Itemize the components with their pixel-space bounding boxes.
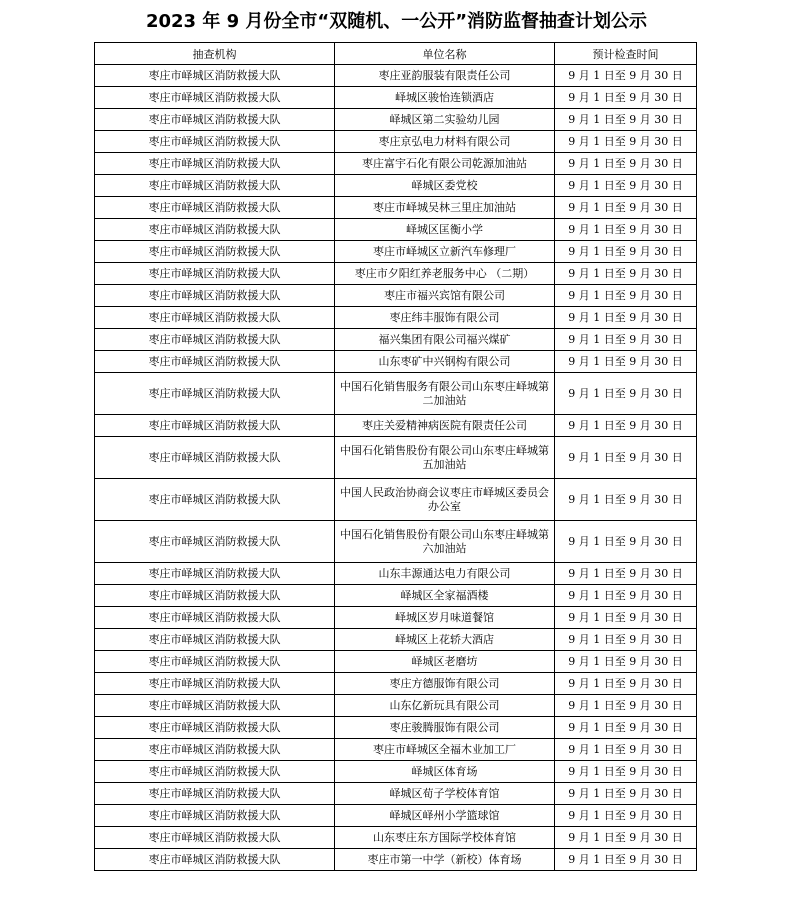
inspecting-agency-cell: 枣庄市峄城区消防救援大队 — [95, 109, 335, 131]
inspection-time-cell: 9 月 1 日至 9 月 30 日 — [555, 307, 697, 329]
inspecting-agency-cell: 枣庄市峄城区消防救援大队 — [95, 717, 335, 739]
inspection-time-cell: 9 月 1 日至 9 月 30 日 — [555, 585, 697, 607]
table-row — [95, 65, 697, 87]
table-row — [95, 307, 697, 329]
inspection-time-cell: 9 月 1 日至 9 月 30 日 — [555, 437, 697, 479]
table-row — [95, 783, 697, 805]
table-row — [95, 805, 697, 827]
inspection-time-cell: 9 月 1 日至 9 月 30 日 — [555, 65, 697, 87]
table-row — [95, 219, 697, 241]
table-row — [95, 695, 697, 717]
unit-name-cell: 峄城区第二实验幼儿园 — [335, 109, 555, 131]
inspecting-agency-cell: 枣庄市峄城区消防救援大队 — [95, 329, 335, 351]
inspecting-agency-cell: 枣庄市峄城区消防救援大队 — [95, 629, 335, 651]
inspecting-agency-cell: 枣庄市峄城区消防救援大队 — [95, 175, 335, 197]
table-row — [95, 351, 697, 373]
table-row — [95, 521, 697, 563]
inspection-time-cell: 9 月 1 日至 9 月 30 日 — [555, 241, 697, 263]
inspection-time-cell: 9 月 1 日至 9 月 30 日 — [555, 131, 697, 153]
table-row — [95, 629, 697, 651]
unit-name-cell: 枣庄市峄城吴林三里庄加油站 — [335, 197, 555, 219]
inspection-time-cell: 9 月 1 日至 9 月 30 日 — [555, 563, 697, 585]
inspecting-agency-cell: 枣庄市峄城区消防救援大队 — [95, 263, 335, 285]
header-inspecting-agency: 抽查机构 — [95, 43, 335, 65]
unit-name-cell: 枣庄京弘电力材料有限公司 — [335, 131, 555, 153]
inspection-time-cell: 9 月 1 日至 9 月 30 日 — [555, 415, 697, 437]
unit-name-cell: 福兴集团有限公司福兴煤矿 — [335, 329, 555, 351]
inspection-time-cell: 9 月 1 日至 9 月 30 日 — [555, 219, 697, 241]
inspecting-agency-cell: 枣庄市峄城区消防救援大队 — [95, 695, 335, 717]
unit-name-cell: 中国石化销售股份有限公司山东枣庄峄城第六加油站 — [335, 521, 555, 563]
table-row — [95, 197, 697, 219]
table-row — [95, 827, 697, 849]
inspecting-agency-cell: 枣庄市峄城区消防救援大队 — [95, 651, 335, 673]
table-body — [95, 65, 697, 871]
table-row — [95, 761, 697, 783]
unit-name-cell: 中国人民政治协商会议枣庄市峄城区委员会办公室 — [335, 479, 555, 521]
inspection-time-cell: 9 月 1 日至 9 月 30 日 — [555, 109, 697, 131]
inspecting-agency-cell: 枣庄市峄城区消防救援大队 — [95, 607, 335, 629]
inspecting-agency-cell: 枣庄市峄城区消防救援大队 — [95, 739, 335, 761]
inspecting-agency-cell: 枣庄市峄城区消防救援大队 — [95, 437, 335, 479]
inspection-time-cell: 9 月 1 日至 9 月 30 日 — [555, 607, 697, 629]
inspecting-agency-cell: 枣庄市峄城区消防救援大队 — [95, 761, 335, 783]
table-row — [95, 717, 697, 739]
inspecting-agency-cell: 枣庄市峄城区消防救援大队 — [95, 131, 335, 153]
table-row — [95, 437, 697, 479]
table-row — [95, 373, 697, 415]
header-unit-name: 单位名称 — [335, 43, 555, 65]
unit-name-cell: 枣庄市夕阳红养老服务中心 （二期） — [335, 263, 555, 285]
inspection-time-cell: 9 月 1 日至 9 月 30 日 — [555, 761, 697, 783]
unit-name-cell: 峄城区全家福酒楼 — [335, 585, 555, 607]
inspecting-agency-cell: 枣庄市峄城区消防救援大队 — [95, 805, 335, 827]
unit-name-cell: 峄城区老磨坊 — [335, 651, 555, 673]
inspecting-agency-cell: 枣庄市峄城区消防救援大队 — [95, 849, 335, 871]
inspecting-agency-cell: 枣庄市峄城区消防救援大队 — [95, 563, 335, 585]
table-row — [95, 329, 697, 351]
unit-name-cell: 峄城区峄州小学篮球馆 — [335, 805, 555, 827]
inspecting-agency-cell: 枣庄市峄城区消防救援大队 — [95, 783, 335, 805]
table-row — [95, 87, 697, 109]
table-row — [95, 241, 697, 263]
inspection-time-cell: 9 月 1 日至 9 月 30 日 — [555, 717, 697, 739]
inspection-time-cell: 9 月 1 日至 9 月 30 日 — [555, 521, 697, 563]
table-row — [95, 131, 697, 153]
table-row — [95, 563, 697, 585]
inspecting-agency-cell: 枣庄市峄城区消防救援大队 — [95, 153, 335, 175]
table-row — [95, 175, 697, 197]
inspecting-agency-cell: 枣庄市峄城区消防救援大队 — [95, 285, 335, 307]
inspecting-agency-cell: 枣庄市峄城区消防救援大队 — [95, 307, 335, 329]
unit-name-cell: 峄城区匡衡小学 — [335, 219, 555, 241]
inspection-time-cell: 9 月 1 日至 9 月 30 日 — [555, 651, 697, 673]
inspecting-agency-cell: 枣庄市峄城区消防救援大队 — [95, 65, 335, 87]
page-title: 2023 年 9 月份全市“双随机、一公开”消防监督抽查计划公示 — [145, 11, 648, 32]
unit-name-cell: 枣庄关爱精神病医院有限责任公司 — [335, 415, 555, 437]
table-row — [95, 415, 697, 437]
unit-name-cell: 中国石化销售服务有限公司山东枣庄峄城第二加油站 — [335, 373, 555, 415]
inspection-time-cell: 9 月 1 日至 9 月 30 日 — [555, 351, 697, 373]
inspection-time-cell: 9 月 1 日至 9 月 30 日 — [555, 175, 697, 197]
table-row — [95, 285, 697, 307]
inspecting-agency-cell: 枣庄市峄城区消防救援大队 — [95, 373, 335, 415]
unit-name-cell: 峄城区委党校 — [335, 175, 555, 197]
inspection-time-cell: 9 月 1 日至 9 月 30 日 — [555, 827, 697, 849]
unit-name-cell: 枣庄纬丰服饰有限公司 — [335, 307, 555, 329]
inspection-time-cell: 9 月 1 日至 9 月 30 日 — [555, 373, 697, 415]
table-row — [95, 585, 697, 607]
unit-name-cell: 枣庄市峄城区全福木业加工厂 — [335, 739, 555, 761]
inspecting-agency-cell: 枣庄市峄城区消防救援大队 — [95, 219, 335, 241]
inspection-time-cell: 9 月 1 日至 9 月 30 日 — [555, 783, 697, 805]
unit-name-cell: 枣庄富宇石化有限公司乾源加油站 — [335, 153, 555, 175]
inspection-time-cell: 9 月 1 日至 9 月 30 日 — [555, 263, 697, 285]
inspection-time-cell: 9 月 1 日至 9 月 30 日 — [555, 153, 697, 175]
inspecting-agency-cell: 枣庄市峄城区消防救援大队 — [95, 415, 335, 437]
inspecting-agency-cell: 枣庄市峄城区消防救援大队 — [95, 673, 335, 695]
inspection-time-cell: 9 月 1 日至 9 月 30 日 — [555, 673, 697, 695]
table-row — [95, 109, 697, 131]
inspection-time-cell: 9 月 1 日至 9 月 30 日 — [555, 479, 697, 521]
inspecting-agency-cell: 枣庄市峄城区消防救援大队 — [95, 827, 335, 849]
inspection-time-cell: 9 月 1 日至 9 月 30 日 — [555, 87, 697, 109]
inspecting-agency-cell: 枣庄市峄城区消防救援大队 — [95, 241, 335, 263]
inspection-time-cell: 9 月 1 日至 9 月 30 日 — [555, 849, 697, 871]
unit-name-cell: 枣庄骏腾服饰有限公司 — [335, 717, 555, 739]
inspection-time-cell: 9 月 1 日至 9 月 30 日 — [555, 197, 697, 219]
inspection-time-cell: 9 月 1 日至 9 月 30 日 — [555, 329, 697, 351]
unit-name-cell: 枣庄市峄城区立新汽车修理厂 — [335, 241, 555, 263]
inspection-time-cell: 9 月 1 日至 9 月 30 日 — [555, 805, 697, 827]
table-row — [95, 849, 697, 871]
inspecting-agency-cell: 枣庄市峄城区消防救援大队 — [95, 585, 335, 607]
unit-name-cell: 山东枣庄东方国际学校体育馆 — [335, 827, 555, 849]
table-row — [95, 651, 697, 673]
table-header-row — [95, 43, 697, 65]
unit-name-cell: 山东枣矿中兴钢构有限公司 — [335, 351, 555, 373]
unit-name-cell: 山东丰源通达电力有限公司 — [335, 563, 555, 585]
inspecting-agency-cell: 枣庄市峄城区消防救援大队 — [95, 87, 335, 109]
header-planned-inspection-time: 预计检查时间 — [555, 43, 697, 65]
inspecting-agency-cell: 枣庄市峄城区消防救援大队 — [95, 351, 335, 373]
unit-name-cell: 中国石化销售股份有限公司山东枣庄峄城第五加油站 — [335, 437, 555, 479]
unit-name-cell: 枣庄市第一中学（新校）体育场 — [335, 849, 555, 871]
inspecting-agency-cell: 枣庄市峄城区消防救援大队 — [95, 521, 335, 563]
unit-name-cell: 枣庄方德服饰有限公司 — [335, 673, 555, 695]
table-row — [95, 263, 697, 285]
unit-name-cell: 峄城区骏怡连锁酒店 — [335, 87, 555, 109]
table-row — [95, 739, 697, 761]
unit-name-cell: 峄城区荀子学校体育馆 — [335, 783, 555, 805]
table-row — [95, 153, 697, 175]
inspection-time-cell: 9 月 1 日至 9 月 30 日 — [555, 695, 697, 717]
table-row — [95, 479, 697, 521]
unit-name-cell: 枣庄亚韵服装有限责任公司 — [335, 65, 555, 87]
inspecting-agency-cell: 枣庄市峄城区消防救援大队 — [95, 479, 335, 521]
inspection-time-cell: 9 月 1 日至 9 月 30 日 — [555, 629, 697, 651]
table-row — [95, 673, 697, 695]
table-row — [95, 607, 697, 629]
unit-name-cell: 峄城区体育场 — [335, 761, 555, 783]
unit-name-cell: 峄城区岁月味道餐馆 — [335, 607, 555, 629]
unit-name-cell: 枣庄市福兴宾馆有限公司 — [335, 285, 555, 307]
inspection-time-cell: 9 月 1 日至 9 月 30 日 — [555, 739, 697, 761]
unit-name-cell: 山东亿新玩具有限公司 — [335, 695, 555, 717]
inspection-plan-table — [94, 42, 697, 871]
inspection-time-cell: 9 月 1 日至 9 月 30 日 — [555, 285, 697, 307]
inspecting-agency-cell: 枣庄市峄城区消防救援大队 — [95, 197, 335, 219]
unit-name-cell: 峄城区上花轿大酒店 — [335, 629, 555, 651]
